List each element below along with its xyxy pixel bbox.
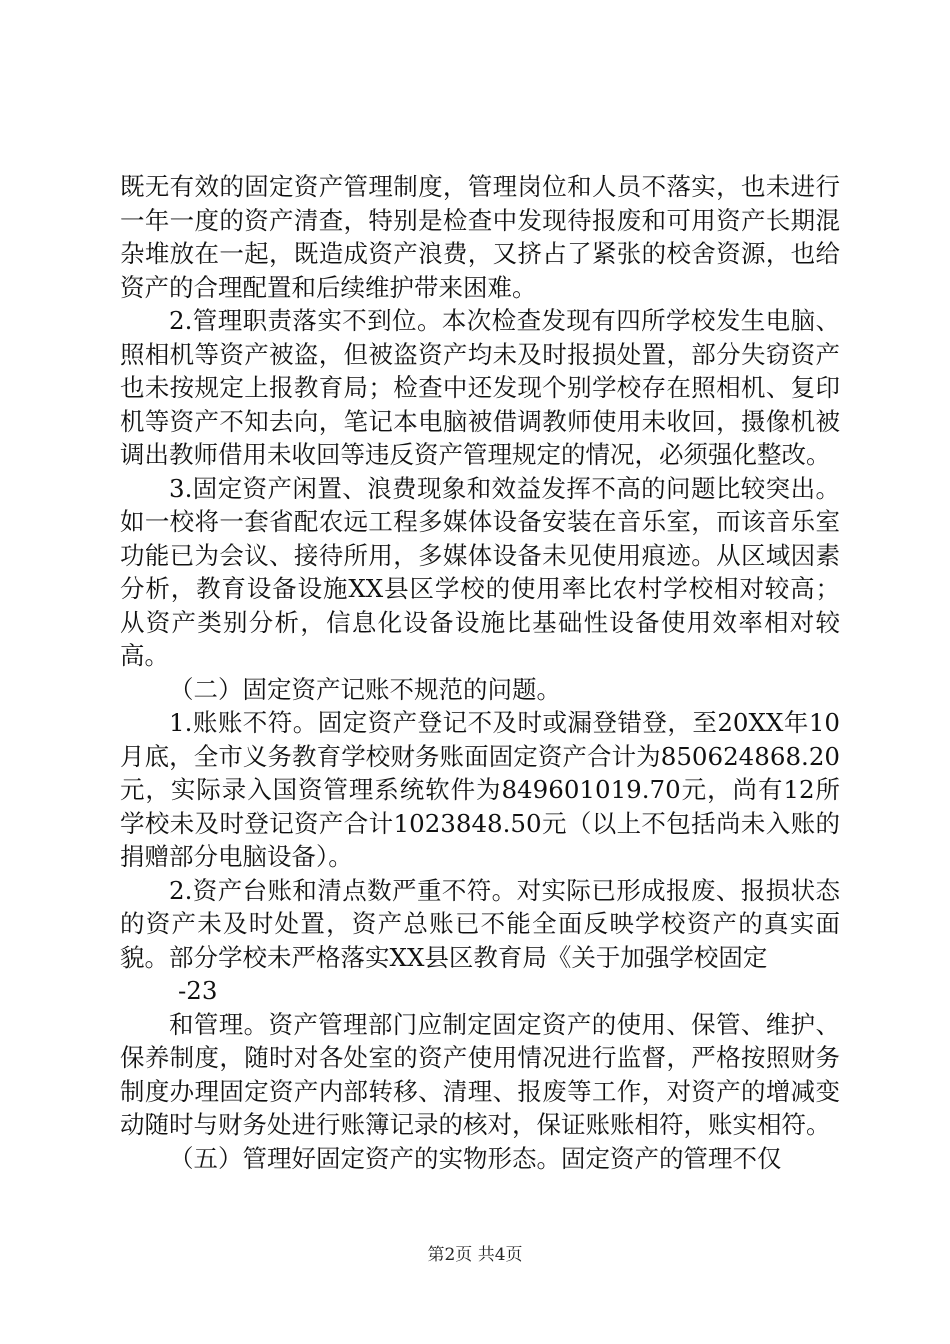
paragraph-account-mismatch: 1.账账不符。固定资产登记不及时或漏登错登，至20XX年10月底，全市义务教育学校财务账面固定资产合计为850624868.20元，实际录入国资管理系统软件为849601019.70元，尚有12所学校未及时登记资产合计1023848.50元（以上不包括尚未入账的捐赠部分电脑设备）。 xyxy=(120,708,840,871)
page-marker: -23 xyxy=(178,976,218,1005)
section-heading-2: （二）固定资产记账不规范的问题。 xyxy=(169,674,561,704)
paragraph-continuation: 既无有效的固定资产管理制度，管理岗位和人员不落实，也未进行一年一度的资产清查，特别是检查中发现待报废和可用资产长期混杂堆放在一起，既造成资产浪费，又挤占了紧张的校舍资源，也给资产的合理配置和后续维护带来困难。 xyxy=(120,172,840,302)
document-body xyxy=(120,170,840,1175)
paragraph-ledger-mismatch: 2.资产台账和清点数严重不符。对实际已形成报废、报损状态的资产未及时处置，资产总账已不能全面反映学校资产的真实面貌。部分学校未严格落实XX县区教育局《关于加强学校固定 xyxy=(120,875,840,972)
paragraph-item-2: 2.管理职责落实不到位。本次检查发现有四所学校发生电脑、照相机等资产被盗，但被盗资产均未及时报损处置，部分失窃资产也未按规定上报教育局；检查中还发现个别学校存在照相机、复印机等资产不知去向，笔记本电脑被借调教师使用未收回，摄像机被调出教师借用未收回等违反资产管理规定的情况，必须强化整改。 xyxy=(120,306,840,469)
section-heading-5: （五）管理好固定资产的实物形态。固定资产的管理不仅 xyxy=(169,1143,782,1173)
paragraph-item-3: 3.固定资产闲置、浪费现象和效益发挥不高的问题比较突出。如一校将一套省配农远工程多媒体设备安装在音乐室，而该音乐室功能已为会议、接待所用，多媒体设备未见使用痕迹。从区域因素分析，教育设备设施XX县区学校的使用率比农村学校相对较高；从资产类别分析，信息化设备设施比基础性设备使用效率相对较高。 xyxy=(120,473,840,670)
paragraph-management: 和管理。资产管理部门应制定固定资产的使用、保管、维护、保养制度，随时对各处室的资产使用情况进行监督，严格按照财务制度办理固定资产内部转移、清理、报废等工作，对资产的增减变动随时与财务处进行账簿记录的核对，保证账账相符，账实相符。 xyxy=(120,1009,840,1139)
page-footer: 第2页 共4页 xyxy=(427,1245,523,1265)
